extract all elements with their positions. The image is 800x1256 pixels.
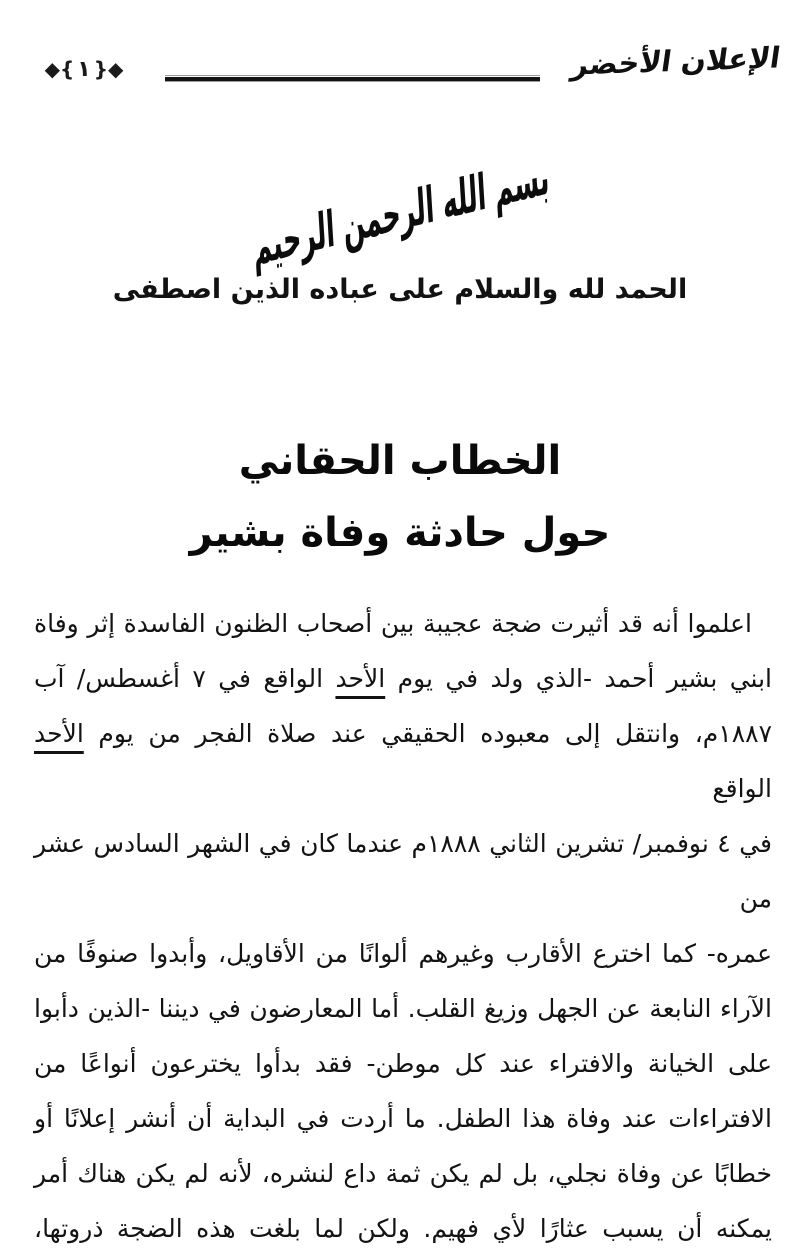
body-line (34, 981, 772, 1036)
body-line (34, 816, 772, 926)
body-text-segment: على الخيانة والافتراء عند كل موطن- فقد بدأوا يخترعون أنواعًا من (34, 1049, 772, 1078)
underlined-word: الأحد (34, 719, 84, 748)
bismillah-wrap (0, 147, 800, 278)
body-line (34, 1201, 772, 1256)
header-divider-rule (165, 75, 540, 83)
body-text-segment: ابني بشير أحمد -الذي ولد في يوم (385, 664, 772, 693)
body-line (34, 926, 772, 981)
body-text-segment: الواقع (712, 774, 772, 803)
body-line (34, 1146, 772, 1201)
body-paragraph (34, 596, 772, 1256)
ornament-left-wing: ◆{ (44, 57, 75, 81)
body-text-segment: يمكنه أن يسبب عثارًا لأي فهيم. ولكن لما بلغت هذه الضجة ذروتها، (34, 1214, 772, 1243)
body-text-segment: عمره- كما اخترع الأقارب وغيرهم ألوانًا من الأقاويل، وأبدوا صنوفًا من (34, 939, 772, 968)
body-text-segment: في ٤ نوفمبر/ تشرين الثاني ١٨٨٨م عندما كان في الشهر السادس عشر من (34, 829, 772, 913)
body-line (34, 1036, 772, 1091)
page-number: ١ (77, 57, 91, 82)
underlined-word: الأحد (335, 664, 386, 693)
bismillah-calligraphy: بسم الله الرحمن الرحيم (251, 147, 551, 278)
book-title-calligraphy: الإعلان الأخضر (569, 40, 783, 82)
page-number-ornament (36, 56, 132, 82)
body-line (34, 651, 772, 706)
body-text-segment: الافتراءات عند وفاة هذا الطفل. ما أردت في البداية أن أنشر إعلانًا أو (34, 1104, 772, 1133)
section-title-line1: الخطاب الحقاني (238, 438, 562, 484)
body-text-segment: اعلموا أنه قد أثيرت ضجة عجيبة بين أصحاب الظنون الفاسدة إثر وفاة (34, 609, 752, 638)
ornament-right-wing: }◆ (93, 57, 124, 81)
body-text-segment: ١٨٨٧م، وانتقل إلى معبوده الحقيقي عند صلاة الفجر من يوم (83, 719, 772, 748)
body-line (34, 1091, 772, 1146)
body-line (34, 706, 772, 816)
body-line (34, 596, 772, 651)
section-title-line2: حول حادثة وفاة بشير (189, 510, 611, 556)
body-text-segment: الواقع في ٧ أغسطس/ آب (34, 664, 336, 693)
body-text-segment: خطابًا عن وفاة نجلي، بل لم يكن ثمة داع لنشره، لأنه لم يكن هناك أمر (34, 1159, 772, 1188)
tahmid-line: الحمد لله والسلام على عباده الذين اصطفى (112, 274, 688, 305)
body-text-segment: الآراء النابعة عن الجهل وزيغ القلب. أما المعارضون في ديننا -الذين دأبوا (34, 994, 772, 1023)
